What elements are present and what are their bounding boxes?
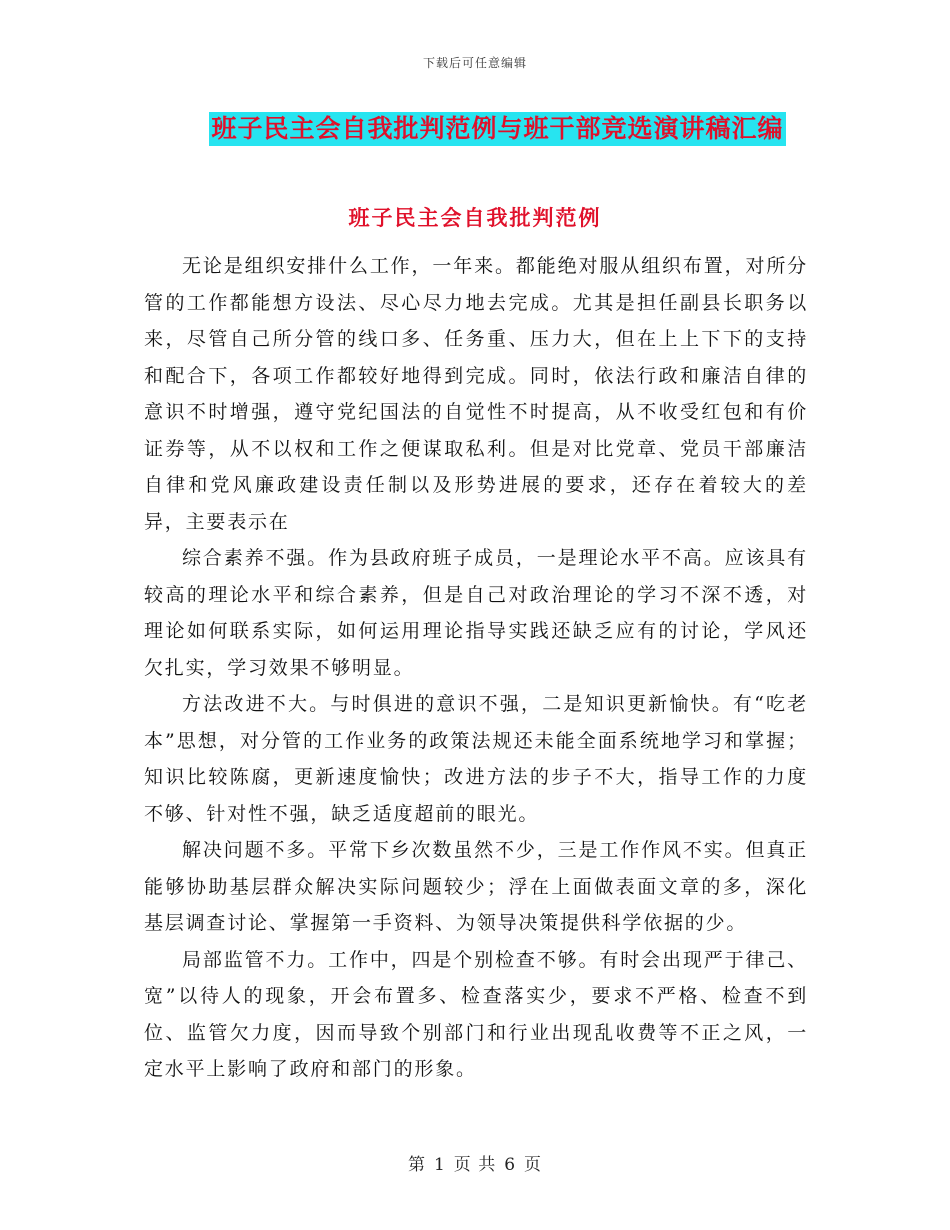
page-prefix: 第 xyxy=(407,1155,426,1175)
header-note: 下载后可任意编辑 xyxy=(422,56,527,70)
paragraph-2: 综合素养不强。作为县政府班子成员，一是理论水平不高。应该具有较高的理论水平和综合素养，但是自己对政治理论的学习不深不透，对理论如何联系实际，如何运用理论指导实践还缺乏应有的讨论，学风还欠扎实，学习效果不够明显。 xyxy=(144,547,808,679)
document-title-container xyxy=(0,112,950,146)
page-mid: 页 共 xyxy=(453,1155,497,1175)
paragraph-3: 方法改进不大。与时俱进的意识不强，二是知识更新愉快。有“吃老本”思想，对分管的工作业务的政策法规还未能全面系统地学习和掌握；知识比较陈腐，更新速度愉快；改进方法的步子不大，指导工作的力度不够、针对性不强，缺乏适度超前的眼光。 xyxy=(144,693,808,825)
section-title: 班子民主会自我批判范例 xyxy=(348,205,602,230)
page-number-footer xyxy=(0,1150,950,1175)
total-pages-number: 6 xyxy=(504,1155,517,1175)
paragraph-4: 解决问题不多。平常下乡次数虽然不少，三是工作作风不实。但真正能够协助基层群众解决实际问题较少；浮在上面做表面文章的多，深化基层调查讨论、掌握第一手资料、为领导决策提供科学依据的少。 xyxy=(144,839,808,934)
current-page-number: 1 xyxy=(433,1155,446,1175)
page-suffix: 页 xyxy=(524,1155,543,1175)
paragraph-1: 无论是组织安排什么工作，一年来。都能绝对服从组织布置，对所分管的工作都能想方设法、尽心尽力地去完成。尤其是担任副县长职务以来，尽管自己所分管的线口多、任务重、压力大，但在上上下下的支持和配合下，各项工作都较好地得到完成。同时，依法行政和廉洁自律的意识不时增强，遵守党纪国法的自觉性不时提高，从不收受红包和有价证券等，从不以权和工作之便谋取私利。但是对比党章、党员干部廉洁自律和党风廉政建设责任制以及形势进展的要求，还存在着较大的差异，主要表示在 xyxy=(144,255,808,533)
document-body xyxy=(144,248,808,1088)
paragraph-5: 局部监管不力。工作中，四是个别检查不够。有时会出现严于律己、宽”以待人的现象，开会布置多、检查落实少，要求不严格、检查不到位、监管欠力度，因而导致个别部门和行业出现乱收费等不正之风，一定水平上影响了政府和部门的形象。 xyxy=(144,948,808,1080)
document-title: 班子民主会自我批判范例与班干部竞选演讲稿汇编 xyxy=(209,112,785,146)
